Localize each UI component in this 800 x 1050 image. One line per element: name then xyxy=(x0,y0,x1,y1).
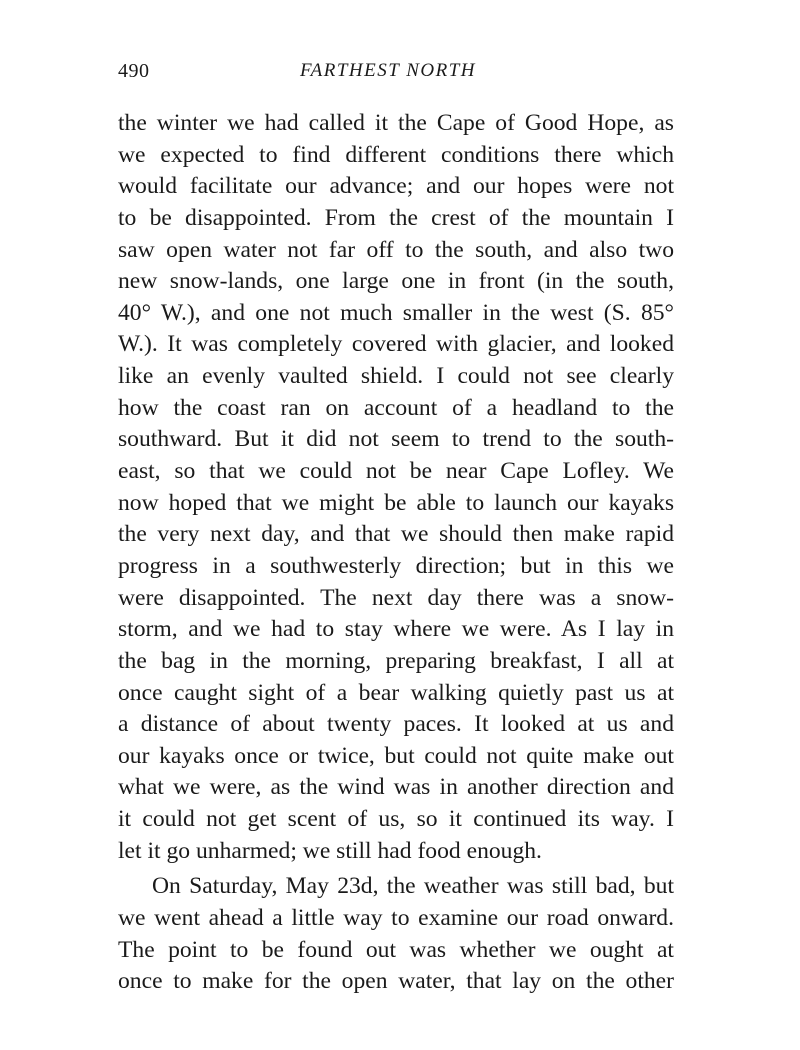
paragraph-1 xyxy=(118,108,674,867)
text-line: how the coast ran on account of a headland to the xyxy=(118,394,674,421)
text-line: storm, and we had to stay where we were. As I lay in xyxy=(118,616,674,643)
text-line: The point to be found out was whether we ought at xyxy=(118,936,674,963)
text-line: W.). It was completely covered with glacier, and looked xyxy=(118,331,674,358)
text-line: were disappointed. The next day there was a snow- xyxy=(118,584,674,611)
text-line: to be disappointed. From the crest of the mountain I xyxy=(118,204,674,231)
text-line: saw open water not far off to the south, and also two xyxy=(118,236,674,263)
text-line: east, so that we could not be near Cape Lofley. We xyxy=(118,458,674,485)
text-line: the bag in the morning, preparing breakfast, I all at xyxy=(118,647,674,674)
paragraph-2 xyxy=(118,871,674,998)
text-line: we went ahead a little way to examine our road onward. xyxy=(118,905,674,932)
text-line: it could not get scent of us, so it continued its way. I xyxy=(118,806,674,833)
text-line: let it go unharmed; we still had food enough. xyxy=(118,837,542,864)
text-line: once to make for the open water, that lay on the other xyxy=(118,968,674,995)
text-line: our kayaks once or twice, but could not quite make out xyxy=(118,742,674,769)
text-line: southward. But it did not seem to trend to the south- xyxy=(118,426,674,453)
text-line: what we were, as the wind was in another direction and xyxy=(118,774,674,801)
text-line: a distance of about twenty paces. It looked at us and xyxy=(118,711,674,738)
text-line: On Saturday, May 23d, the weather was still bad, but xyxy=(152,873,674,900)
text-line: we expected to find different conditions there which xyxy=(118,141,674,168)
page-number: 490 xyxy=(118,60,150,82)
running-title: FARTHEST NORTH xyxy=(300,60,477,81)
text-line: 40° W.), and one not much smaller in the west (S. 85° xyxy=(118,299,674,326)
text-line: the very next day, and that we should then make rapid xyxy=(118,521,674,548)
text-line: progress in a southwesterly direction; but in this we xyxy=(118,552,674,579)
text-line: would facilitate our advance; and our hopes were not xyxy=(118,173,674,200)
text-line: now hoped that we might be able to launch our kayaks xyxy=(118,489,674,516)
text-line: like an evenly vaulted shield. I could not see clearly xyxy=(118,363,674,390)
text-line: new snow-lands, one large one in front (in the south, xyxy=(118,268,674,295)
text-line: the winter we had called it the Cape of Good Hope, as xyxy=(118,110,674,136)
text-line: once caught sight of a bear walking quietly past us at xyxy=(118,679,674,706)
running-head xyxy=(118,60,676,86)
body-text xyxy=(118,108,674,998)
